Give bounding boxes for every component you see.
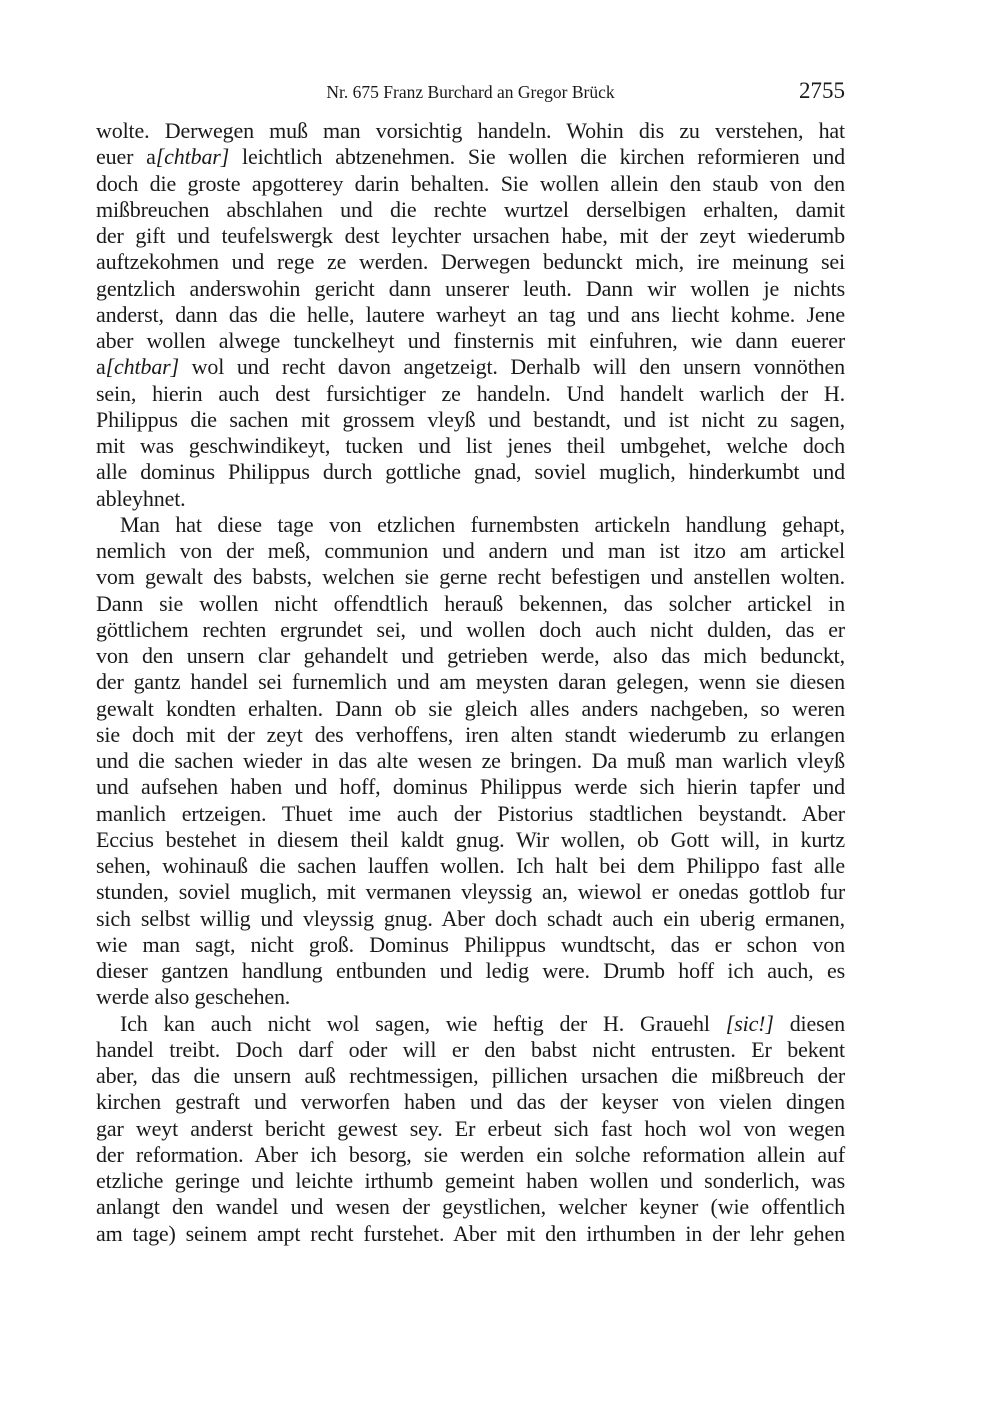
- editorial-note: [chtbar]: [105, 354, 179, 380]
- line-text: von den unsern clar gehandelt und getrieben werde, also das mich bedunckt,: [96, 643, 845, 668]
- text-line: [96, 827, 845, 853]
- text-line: [96, 958, 845, 984]
- line-text: göttlichem rechten ergrundet sei, und wollen doch auch nicht dulden, das er: [96, 616, 845, 642]
- text-line: [96, 118, 845, 144]
- line-text: doch die groste apgotterey darin behalten. Sie wollen allein den staub von den: [96, 170, 845, 196]
- text-line: [96, 617, 845, 643]
- line-text: wol und recht davon angetzeigt. Derhalb will den unsern vonnöthen: [179, 354, 845, 380]
- line-text: sie doch mit der zeyt des verhoffens, iren alten standt wiederumb zu erlangen: [96, 721, 845, 747]
- line-text: der gantz handel sei furnemlich und am meysten daran gelegen, wenn sie diesen: [96, 669, 845, 695]
- text-line: [96, 171, 845, 197]
- text-line: [96, 722, 845, 748]
- text-line: [96, 381, 845, 407]
- text-line: [96, 223, 845, 249]
- text-line: [96, 801, 845, 827]
- line-text: mit was geschwindikeyt, tucken und list jenes theil umbgehet, welche doch: [96, 433, 845, 458]
- text-line: [96, 459, 845, 485]
- text-line: [96, 1089, 845, 1115]
- text-line: [96, 1037, 845, 1063]
- line-text: der reformation. Aber ich besorg, sie werden ein solche reformation allein auf: [96, 1141, 845, 1167]
- text-line: [96, 276, 845, 302]
- line-text: gar weyt anderst bericht gewest sey. Er erbeut sich fast hoch wol von wegen: [96, 1115, 845, 1141]
- text-line: [96, 591, 845, 617]
- page-number: 2755: [799, 78, 845, 103]
- line-text: stunden, soviel muglich, mit vermanen vleyssig an, wiewol er onedas gottlob fur: [96, 879, 845, 905]
- line-text: Dann sie wollen nicht offendtlich herauß bekennen, das solcher artickel in: [96, 590, 845, 616]
- line-text: Eccius bestehet in diesem theil kaldt gnug. Wir wollen, ob Gott will, in kurtz: [96, 826, 845, 852]
- text-line: [96, 984, 845, 1010]
- page-header: [96, 80, 845, 108]
- line-text: alle dominus Philippus durch gottliche gnad, soviel muglich, hinderkumbt und: [96, 459, 845, 485]
- text-line: [96, 354, 845, 380]
- text-line: [96, 853, 845, 879]
- line-text: kirchen gestraft und verworfen haben und das der keyser von vielen dingen: [96, 1089, 845, 1115]
- text-line: [96, 249, 845, 275]
- line-text: wie man sagt, nicht groß. Dominus Philippus wundtscht, das er schon von: [96, 931, 845, 957]
- line-text: wolte. Derwegen muß man vorsichtig handeln. Wohin dis zu verstehen, hat: [96, 118, 845, 143]
- text-line: [96, 433, 845, 459]
- line-text: sich selbst willig und vleyssig gnug. Aber doch schadt auch ein uberig ermanen,: [96, 905, 845, 931]
- text-line: [96, 879, 845, 905]
- line-text: werde also geschehen.: [96, 984, 291, 1010]
- text-line: [96, 302, 845, 328]
- line-text: und die sachen wieder in das alte wesen ze bringen. Da muß man warlich vleyß: [96, 748, 845, 773]
- text-line: [96, 643, 845, 669]
- text-line: [96, 328, 845, 354]
- line-text: Philippus die sachen mit grossem vleyß und bestandt, und ist nicht zu sagen,: [96, 406, 845, 432]
- text-line: [96, 1168, 845, 1194]
- text-line: [96, 1142, 845, 1168]
- line-text: a: [96, 354, 106, 380]
- line-text: ableyhnet.: [96, 485, 186, 511]
- line-text: handel treibt. Doch darf oder will er den babst nicht entrusten. Er bekent: [96, 1036, 845, 1062]
- text-line: [96, 932, 845, 958]
- text-line: [96, 748, 845, 774]
- text-line: [96, 1116, 845, 1142]
- text-line: [96, 1194, 845, 1220]
- line-text: sehen, wohinauß die sachen lauffen wollen. Ich halt bei dem Philippo fast alle: [96, 853, 845, 878]
- text-line: [96, 564, 845, 590]
- line-text: gewalt kondten erhalten. Dann ob sie gleich alles anders nachgeben, so weren: [96, 695, 845, 721]
- text-line: [96, 1221, 845, 1247]
- text-line: [96, 1063, 845, 1089]
- line-text: nemlich von der meß, communion und andern und man ist itzo am artickel: [96, 538, 845, 563]
- running-title: Nr. 675 Franz Burchard an Gregor Brück: [326, 82, 615, 102]
- text-line: [96, 144, 845, 170]
- line-text: und aufsehen haben und hoff, dominus Philippus werde sich hierin tapfer und: [96, 774, 845, 800]
- line-text: etzliche geringe und leichte irthumb gemeint haben wollen und sonderlich, was: [96, 1168, 845, 1193]
- line-text: dieser gantzen handlung entbunden und ledig were. Drumb hoff ich auch, es: [96, 958, 845, 983]
- text-line: [96, 774, 845, 800]
- line-text: anlangt den wandel und wesen der geystlichen, welcher keyner (wie offentlich: [96, 1194, 845, 1220]
- text-line: [96, 197, 845, 223]
- text-line: [96, 486, 845, 512]
- line-text: vom gewalt des babsts, welchen sie gerne recht befestigen und anstellen wolten.: [96, 564, 845, 590]
- letter-body-text: [96, 118, 845, 1247]
- editorial-note: [sic!]: [725, 1010, 774, 1036]
- line-text: mißbreuchen abschlahen und die rechte wurtzel derselbigen erhalten, damit: [96, 196, 845, 222]
- text-line: [96, 407, 845, 433]
- line-text: sein, hierin auch dest fursichtiger ze handeln. Und handelt warlich der H.: [96, 380, 845, 406]
- line-text: Ich kan auch nicht wol sagen, wie heftig der H. Grauehl: [120, 1010, 726, 1036]
- text-line: [96, 512, 845, 538]
- line-text: diesen: [773, 1010, 846, 1036]
- text-line: [96, 696, 845, 722]
- line-text: am tage) seinem ampt recht furstehet. Aber mit den irthumben in der lehr gehen: [96, 1220, 845, 1246]
- line-text: der gift und teufelswergk dest leychter ursachen habe, mit der zeyt wiederumb: [96, 223, 845, 248]
- line-text: euer a: [96, 144, 156, 170]
- text-line: [96, 1011, 845, 1037]
- text-line: [96, 669, 845, 695]
- line-text: gentzlich anderswohin gericht dann unserer leuth. Dann wir wollen je nichts: [96, 275, 845, 301]
- line-text: Man hat diese tage von etzlichen furnembsten artickeln handlung gehapt,: [120, 511, 845, 537]
- line-text: aber, das die unsern auß rechtmessigen, pillichen ursachen die mißbreuch der: [96, 1063, 845, 1088]
- line-text: aber wollen alwege tunckelheyt und finsternis mit einfuhren, wie dann euerer: [96, 328, 845, 353]
- line-text: anderst, dann das die helle, lautere warheyt an tag und ans liecht kohme. Jene: [96, 301, 845, 327]
- text-line: [96, 906, 845, 932]
- line-text: leichtlich abtzenehmen. Sie wollen die kirchen reformieren und: [229, 144, 845, 170]
- line-text: manlich ertzeigen. Thuet ime auch der Pistorius stadtlichen beystandt. Aber: [96, 800, 845, 826]
- editorial-note: [chtbar]: [155, 144, 230, 170]
- text-line: [96, 538, 845, 564]
- line-text: auftzekohmen und rege ze werden. Derwegen bedunckt mich, ire meinung sei: [96, 249, 845, 275]
